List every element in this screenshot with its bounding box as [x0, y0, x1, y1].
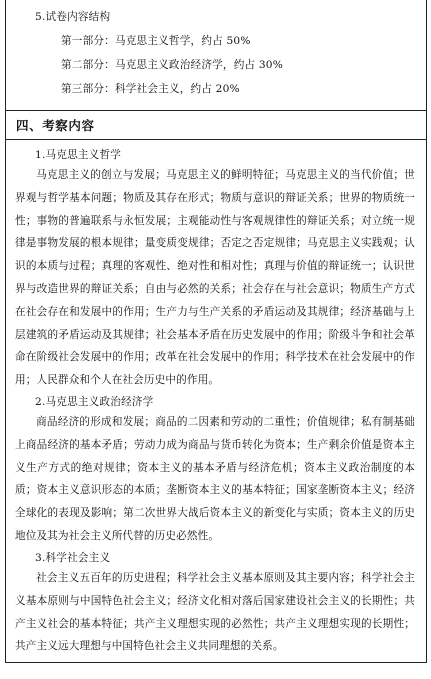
content-text-economics-body: 商品经济的形成和发展；商品的二因素和劳动的二重性；价值规律；私有制基础上商品经济的基本矛盾；劳动力成为商品与货币转化为资本；生产剩余价值是资本主义生产方式的绝对规律；资本主义的基本矛盾与经济危机；资本主义政治制度的本质；资本主义意识形态的本质；垄断资本主义的基本特征；国家垄断资本主义；经济全球化的表现及影响；第二次世界大战后资本主义的新变化与实质；资本主义的历史地位及其为社会主义所代替的历史必然性。 — [15, 416, 415, 542]
section-title: 四、考察内容 — [16, 118, 95, 133]
structure-part-3: 第三部分：科学社会主义，约占 20% — [61, 83, 240, 95]
content-text-socialism — [15, 567, 415, 658]
content-text-socialism-body: 社会主义五百年的历史进程；科学社会主义基本原则及其主要内容；科学社会主义基本原则与中国特色社会主义；经济文化相对落后国家建设社会主义的长期性；共产主义社会的基本特征；共产主义理想实现的必然性；共产主义理想实现的长期性；共产主义远大理想与中国特色社会主义共同理想的关系。 — [15, 572, 415, 653]
structure-cell — [6, 0, 426, 111]
content-text-philosophy — [15, 164, 415, 392]
structure-part-2: 第二部分：马克思主义政治经济学，约占 30% — [61, 59, 283, 71]
content-text-economics — [15, 411, 415, 548]
content-heading-socialism: 3.科学社会主义 — [35, 552, 111, 564]
structure-part-1: 第一部分：马克思主义哲学，约占 50% — [61, 35, 251, 47]
structure-heading: 5.试卷内容结构 — [35, 11, 111, 23]
section-header-cell — [6, 110, 426, 140]
document-table — [5, 0, 427, 663]
content-text-philosophy-body: 马克思主义的创立与发展；马克思主义的鲜明特征；马克思主义的当代价值；世界观与哲学基本问题；物质及其存在形式；物质与意识的辩证关系；世界的物质统一性；事物的普遍联系与永恒发展；主观能动性与客观规律性的辩证关系；对立统一规律是事物发展的根本规律；量变质变规律；否定之否定规律；马克思主义实践观；认识的本质与过程；真理的客观性、绝对性和相对性；真理与价值的辩证统一；认识世界与改造世界的辩证关系；自由与必然的关系；社会存在与社会意识；物质生产方式在社会存在和发展中的作用；生产力与生产关系的矛盾运动及其规律；经济基础与上层建筑的矛盾运动及其规律；社会基本矛盾在历史发展中的作用；阶级斗争和社会革命在阶级社会发展中的作用；改革在社会发展中的作用；科学技术在社会发展中的作用；人民群众和个人在社会历史中的作用。 — [15, 169, 415, 387]
content-heading-philosophy: 1.马克思主义哲学 — [35, 149, 122, 161]
content-heading-economics: 2.马克思主义政治经济学 — [35, 396, 154, 408]
